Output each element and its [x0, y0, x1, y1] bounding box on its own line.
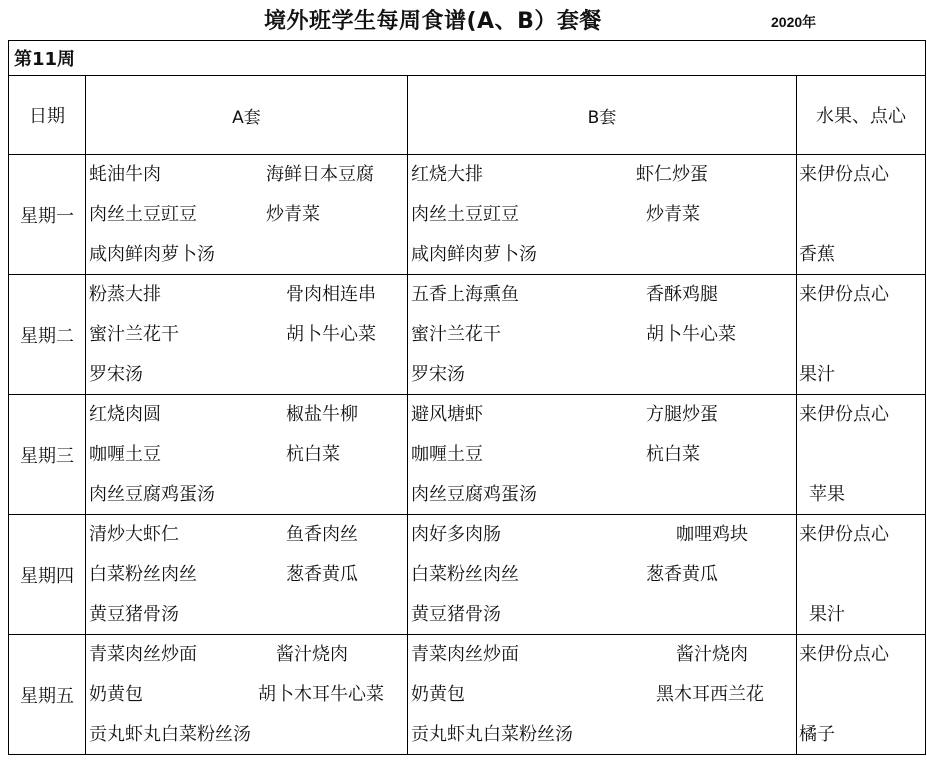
set-a-cell — [86, 635, 408, 755]
snack-item: 来伊份点心 — [799, 404, 889, 425]
dish-item: 奶黄包 — [89, 684, 143, 705]
dish-item: 肉丝土豆豇豆 — [89, 204, 197, 225]
dish-item: 粉蒸大排 — [89, 284, 161, 305]
dish-item: 咸肉鲜肉萝卜汤 — [411, 244, 537, 265]
day-label: 星期一 — [9, 155, 86, 275]
table-row — [9, 275, 926, 395]
fruit-cell — [797, 635, 926, 755]
dish-item: 罗宋汤 — [411, 364, 465, 385]
dish-item: 杭白菜 — [646, 444, 700, 465]
dish-item: 胡卜木耳牛心菜 — [258, 684, 384, 705]
dish-item: 蜜汁兰花干 — [89, 324, 179, 345]
dish-item: 椒盐牛柳 — [286, 404, 358, 425]
set-b-cell — [408, 155, 797, 275]
dish-item: 骨肉相连串 — [286, 284, 376, 305]
fruit-cell — [797, 515, 926, 635]
col-header-set-a: A套 — [86, 76, 408, 155]
col-header-date: 日期 — [9, 76, 86, 155]
dish-item: 白菜粉丝肉丝 — [411, 564, 519, 585]
year-label: 2020年 — [771, 14, 817, 30]
dish-item: 鱼香肉丝 — [286, 524, 358, 545]
dish-item: 咖喱土豆 — [89, 444, 161, 465]
menu-table — [8, 40, 926, 755]
set-a-cell — [86, 275, 408, 395]
dish-item: 葱香黄瓜 — [646, 564, 718, 585]
dish-item: 杭白菜 — [286, 444, 340, 465]
dish-item: 肉丝豆腐鸡蛋汤 — [411, 484, 537, 505]
col-header-fruit: 水果、点心 — [797, 76, 926, 155]
set-b-cell — [408, 395, 797, 515]
set-b-cell — [408, 515, 797, 635]
snack-item: 来伊份点心 — [799, 524, 889, 545]
fruit-cell — [797, 395, 926, 515]
dish-item: 青菜肉丝炒面 — [411, 644, 519, 665]
dish-item: 酱汁烧肉 — [276, 644, 348, 665]
col-header-set-b: B套 — [408, 76, 797, 155]
dish-item: 白菜粉丝肉丝 — [89, 564, 197, 585]
dish-item: 炒青菜 — [266, 204, 320, 225]
dish-item: 方腿炒蛋 — [646, 404, 718, 425]
dish-item: 五香上海熏鱼 — [411, 284, 519, 305]
dish-item: 肉丝土豆豇豆 — [411, 204, 519, 225]
day-label: 星期五 — [9, 635, 86, 755]
dish-item: 肉丝豆腐鸡蛋汤 — [89, 484, 215, 505]
fruit-cell — [797, 275, 926, 395]
snack-item: 来伊份点心 — [799, 644, 889, 665]
dish-item: 海鲜日本豆腐 — [266, 164, 374, 185]
dish-item: 清炒大虾仁 — [89, 524, 179, 545]
table-row — [9, 155, 926, 275]
fruit-item: 苹果 — [809, 484, 845, 505]
set-a-cell — [86, 395, 408, 515]
dish-item: 葱香黄瓜 — [286, 564, 358, 585]
fruit-item: 果汁 — [799, 364, 835, 385]
set-b-cell — [408, 635, 797, 755]
dish-item: 红烧肉圆 — [89, 404, 161, 425]
day-label: 星期二 — [9, 275, 86, 395]
dish-item: 避风塘虾 — [411, 404, 483, 425]
fruit-item: 果汁 — [809, 604, 845, 625]
fruit-cell — [797, 155, 926, 275]
dish-item: 奶黄包 — [411, 684, 465, 705]
dish-item: 酱汁烧肉 — [676, 644, 748, 665]
dish-item: 蚝油牛肉 — [89, 164, 161, 185]
dish-item: 胡卜牛心菜 — [646, 324, 736, 345]
snack-item: 来伊份点心 — [799, 284, 889, 305]
title-row — [0, 0, 927, 40]
dish-item: 贡丸虾丸白菜粉丝汤 — [411, 724, 573, 745]
dish-item: 炒青菜 — [646, 204, 700, 225]
set-a-cell — [86, 155, 408, 275]
dish-item: 红烧大排 — [411, 164, 483, 185]
fruit-item: 橘子 — [799, 724, 835, 745]
snack-item: 来伊份点心 — [799, 164, 889, 185]
table-row — [9, 515, 926, 635]
day-label: 星期四 — [9, 515, 86, 635]
dish-item: 胡卜牛心菜 — [286, 324, 376, 345]
dish-item: 肉好多肉肠 — [411, 524, 501, 545]
table-row — [9, 635, 926, 755]
dish-item: 青菜肉丝炒面 — [89, 644, 197, 665]
dish-item: 咖哩鸡块 — [676, 524, 748, 545]
dish-item: 黄豆猪骨汤 — [89, 604, 179, 625]
dish-item: 贡丸虾丸白菜粉丝汤 — [89, 724, 251, 745]
dish-item: 虾仁炒蛋 — [636, 164, 708, 185]
week-label: 第11周 — [9, 41, 926, 76]
page-title: 境外班学生每周食谱(A、B）套餐 — [264, 9, 602, 34]
dish-item: 黑木耳西兰花 — [656, 684, 764, 705]
day-label: 星期三 — [9, 395, 86, 515]
set-b-cell — [408, 275, 797, 395]
dish-item: 罗宋汤 — [89, 364, 143, 385]
dish-item: 黄豆猪骨汤 — [411, 604, 501, 625]
dish-item: 香酥鸡腿 — [646, 284, 718, 305]
set-a-cell — [86, 515, 408, 635]
dish-item: 蜜汁兰花干 — [411, 324, 501, 345]
header-row — [9, 76, 926, 155]
dish-item: 咖喱土豆 — [411, 444, 483, 465]
table-row — [9, 395, 926, 515]
fruit-item: 香蕉 — [799, 244, 835, 265]
dish-item: 咸肉鲜肉萝卜汤 — [89, 244, 215, 265]
